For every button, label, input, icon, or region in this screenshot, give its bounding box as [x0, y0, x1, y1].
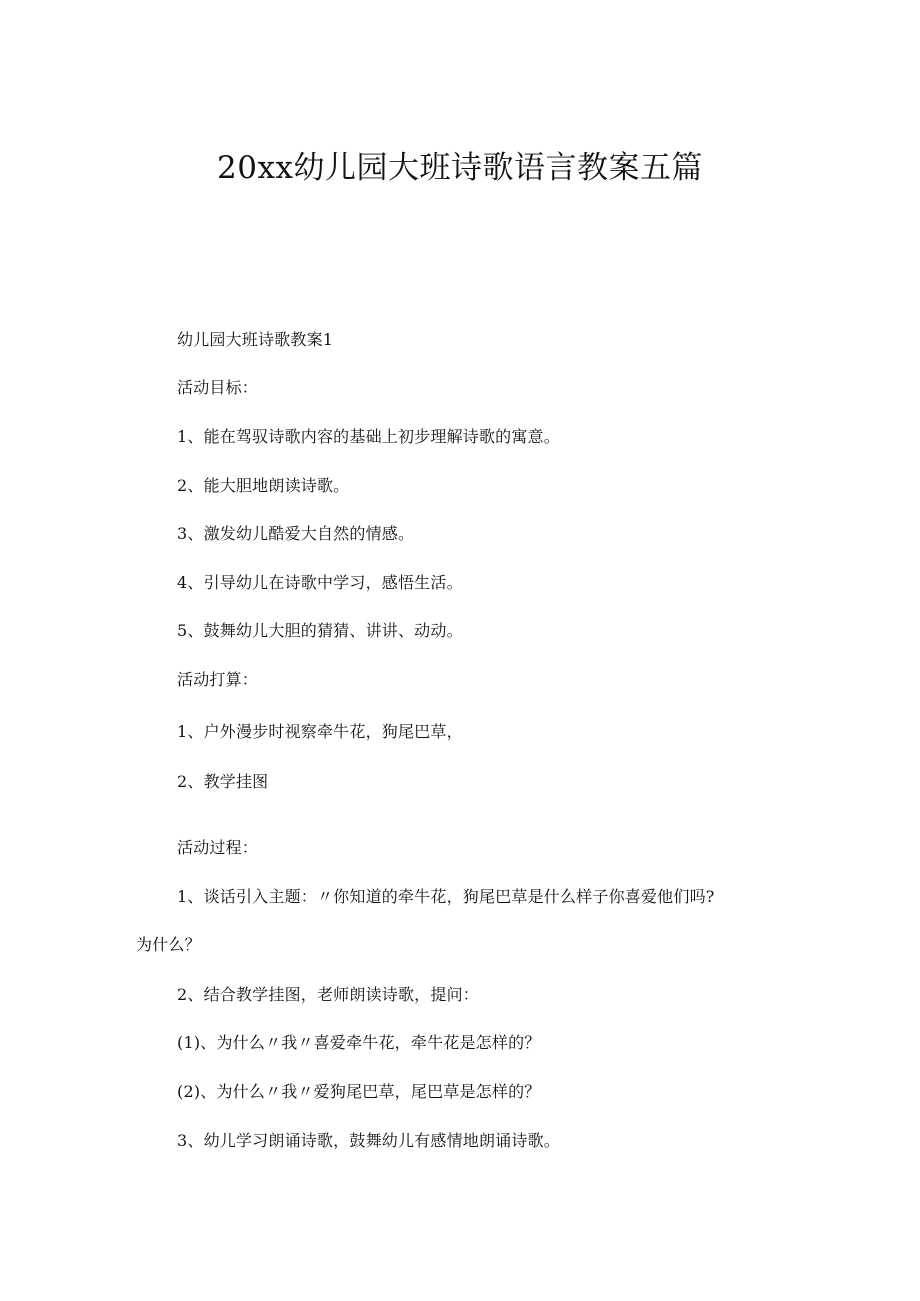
preparation-item: 1、户外漫步时视察牵牛花，狗尾巴草，	[177, 722, 463, 741]
goal-item: 2、能大胆地朗读诗歌。	[177, 476, 350, 495]
process-item: 1、谈话引入主题：〃你知道的牵牛花，狗尾巴草是什么样子你喜爱他们吗?	[177, 887, 715, 906]
process-subitem: (2)、为什么〃我〃爱狗尾巴草，尾巴草是怎样的？	[177, 1082, 541, 1101]
preparation-item: 2、教学挂图	[177, 772, 269, 791]
section-heading-goals: 活动目标：	[177, 378, 259, 397]
section-heading-process: 活动过程：	[177, 838, 259, 857]
goal-item: 5、鼓舞幼儿大胆的猜猜、讲讲、动动。	[177, 621, 463, 640]
goal-item: 3、激发幼儿酷爱大自然的情感。	[177, 524, 415, 543]
process-item: 2、结合教学挂图，老师朗读诗歌，提问：	[177, 985, 479, 1004]
process-subitem: (1)、为什么〃我〃喜爱牵牛花，牵牛花是怎样的？	[177, 1033, 541, 1052]
document-title: 20xx幼儿园大班诗歌语言教案五篇	[217, 150, 703, 186]
process-item-continuation: 为什么？	[136, 935, 201, 954]
goal-item: 1、能在驾驭诗歌内容的基础上初步理解诗歌的寓意。	[177, 427, 560, 446]
process-item: 3、幼儿学习朗诵诗歌，鼓舞幼儿有感情地朗诵诗歌。	[177, 1131, 560, 1150]
lesson-heading: 幼儿园大班诗歌教案1	[177, 330, 334, 349]
section-heading-preparation: 活动打算：	[177, 670, 259, 689]
goal-item: 4、引导幼儿在诗歌中学习，感悟生活。	[177, 573, 463, 592]
